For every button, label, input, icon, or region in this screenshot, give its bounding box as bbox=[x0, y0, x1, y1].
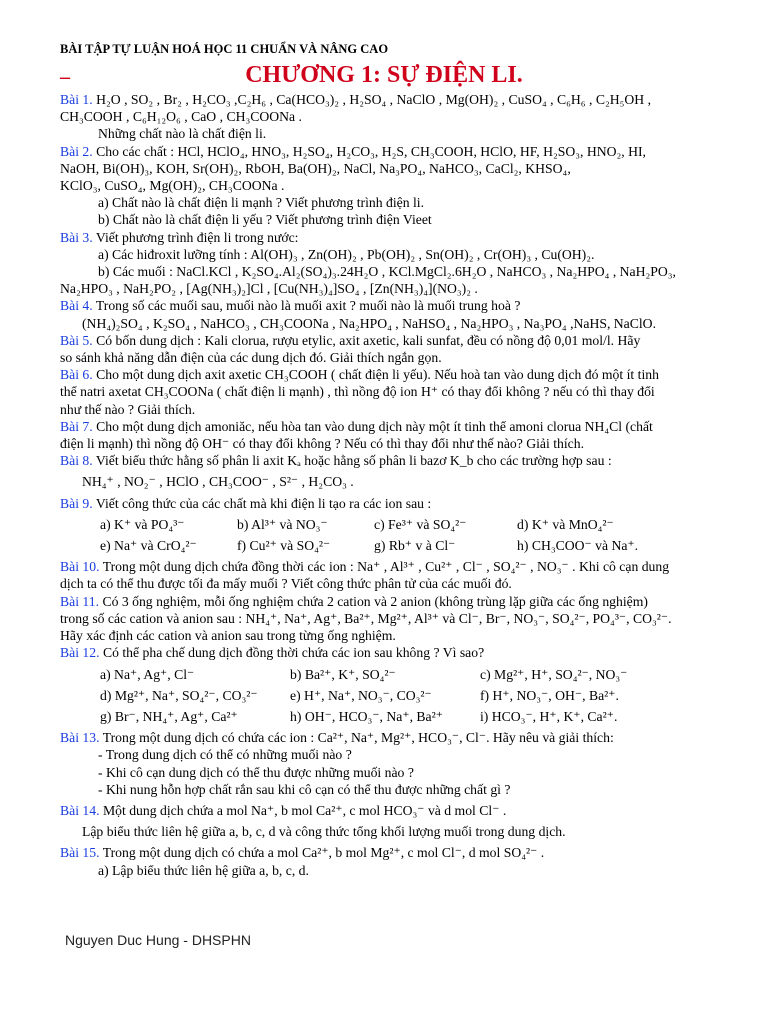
exercise-label: Bài 13. bbox=[60, 730, 100, 746]
exercise-14: Bài 14. Một dung dịch chứa a mol Na⁺, b mol Ca²⁺, c mol HCO₃⁻ và d mol Cl⁻ . bbox=[60, 802, 507, 818]
exercise-label: Bài 5. bbox=[60, 332, 93, 348]
option: b) Al³⁺ và NO₃⁻ bbox=[237, 516, 328, 532]
exercise-8: Bài 8. Viết biểu thức hằng số phân li axit Kₐ hoặc hằng số phân li bazơ K_b cho các trường hợp sau : bbox=[60, 453, 612, 469]
exercise-1: Bài 1. H₂O , SO₂ , Br₂ , H₂CO₃ ,C₂H₆ , Ca(HCO₃)₂ , H₂SO₄ , NaClO , Mg(OH)₂ , CuSO₄ , C₆H₆ , C₂H₅OH , bbox=[60, 92, 652, 107]
option: d) Mg²⁺, Na⁺, SO₄²⁻, CO₃²⁻ bbox=[100, 687, 258, 703]
header-dash: – bbox=[60, 66, 70, 88]
option: d) K⁺ và MnO₄²⁻ bbox=[517, 516, 614, 532]
chapter-title: CHƯƠNG 1: SỰ ĐIỆN LI. bbox=[245, 62, 523, 88]
option: a) Na⁺, Ag⁺, Cl⁻ bbox=[100, 666, 195, 682]
exercise-5: Bài 5. Có bốn dung dịch : Kali clorua, rượu etylic, axit axetic, kali sunfat, đều có nồng độ 0,01 mol/l. Hãy bbox=[60, 332, 641, 348]
option: b) Ba²⁺, K⁺, SO₄²⁻ bbox=[290, 666, 396, 682]
option: e) H⁺, Na⁺, NO₃⁻, CO₃²⁻ bbox=[290, 687, 432, 703]
exercise-13: Bài 13. Trong một dung dịch có chứa các ion : Ca²⁺, Na⁺, Mg²⁺, HCO₃⁻, Cl⁻. Hãy nêu và giải thích: bbox=[60, 730, 614, 746]
exercise-label: Bài 11. bbox=[60, 593, 100, 609]
exercise-6: Bài 6. Cho một dung dịch axit axetic CH₃COOH ( chất điện li yếu). Nếu hoà tan vào dung dịch đó một ít tinh bbox=[60, 367, 659, 383]
exercise-3: Bài 3. Viết phương trình điện li trong nước: bbox=[60, 229, 299, 245]
exercise-label: Bài 12. bbox=[60, 645, 100, 661]
exercise-label: Bài 6. bbox=[60, 367, 93, 383]
option: g) Br⁻, NH₄⁺, Ag⁺, Ca²⁺ bbox=[100, 708, 238, 724]
option: a) K⁺ và PO₄³⁻ bbox=[100, 516, 185, 532]
exercise-12-options bbox=[60, 687, 715, 704]
exercise-label: Bài 8. bbox=[60, 453, 93, 469]
exercise-label: Bài 7. bbox=[60, 418, 93, 434]
exercise-15: Bài 15. Trong một dung dịch có chứa a mol Ca²⁺, b mol Mg²⁺, c mol Cl⁻, d mol SO₄²⁻ . bbox=[60, 845, 545, 861]
exercise-11: Bài 11. Có 3 ống nghiệm, mỗi ống nghiệm chứa 2 cation và 2 anion (không trùng lặp giữa các ống nghiệm) bbox=[60, 593, 648, 609]
exercise-label: Bài 4. bbox=[60, 298, 93, 314]
exercise-12: Bài 12. Có thể pha chế dung dịch đồng thời chứa các ion sau không ? Vì sao? bbox=[60, 645, 485, 661]
exercise-2: Bài 2. Cho các chất : HCl, HClO₄, HNO₃, H₂SO₄, H₂CO₃, H₂S, CH₃COOH, HClO, HF, H₂SO₃, HNO₂, HI, bbox=[60, 143, 646, 159]
exercise-9: Bài 9. Viết công thức của các chất mà khi điện li tạo ra các ion sau : bbox=[60, 495, 432, 511]
exercise-list: Bài 1. H₂O , SO₂ , Br₂ , H₂CO₃ ,C₂H₆ , Ca(HCO₃)₂ , H₂SO₄ , NaClO , Mg(OH)₂ , CuSO₄ , C₆H₆ , C₂H₅OH , CH₃COOH , C₆H₁₂O₆ , CaO , CH₃COONa . Những chất nào là chất điện li. Bài 2. Cho các chất : HCl, HClO₄, HNO₃, H₂SO₄, H₂CO₃, H₂S, CH₃COOH, HClO, HF, H₂SO₃, HNO₂, HI, NaOH, Bi(OH)₃, KOH, Sr(OH)₂, RbOH, Ba(OH)₂, NaCl, Na₃PO₄, NaHCO₃, CaCl₂, KHSO₄, KClO₃, CuSO₄, Mg(OH)₂, CH₃COONa . a) Chất nào là chất điện li mạnh ? Viết phương trình điện li. b) Chất nào là chất điện li yếu ? Viết phương trình điện Vieet Bài 3. Viết phương trình điện li trong nước: a) Các hiđroxit lưỡng tính : Al(OH)₃ , Zn(OH)₂ , Pb(OH)₂ , Sn(OH)₂ , Cr(OH)₃ , Cu(OH)₂. b) Các muối : NaCl.KCl , K₂SO₄.Al₂(SO₄)₃.24H₂O , KCl.MgCl₂.6H₂O , NaHCO₃ , Na₂HPO₄ , NaH₂PO₃, Na₂HPO₃ , NaH₂PO₂ , [Ag(NH₃)₂]Cl , [Cu(NH₃)₄]SO₄ , [Zn(NH₃)₄](NO₃)₂ . Bài 4. Trong số các muối sau, muối nào là muối axit ? muối nào là muối trung hoà ? (NH₄)₂SO₄ , K₂SO₄ , NaHCO₃ , CH₃COONa , Na₂HPO₄ , NaHSO₄ , Na₂HPO₃ , Na₃PO₄ ,NaHS, NaClO. Bài 5. Có bốn dung dịch : Kali clorua, rượu etylic, axit axetic, kali sunfat, đều có nồng độ 0,01 mol/l. Hãy so sánh khả năng dẫn điện của các dung dịch đó. Giải thích ngắn gọn. Bài 6. Cho một dung dịch axit axetic CH₃COOH ( chất điện li yếu). Nếu hoà tan vào dung dịch đó một ít tinh thể natri axetat CH₃COONa ( chất điện li mạnh) , thì nồng độ ion H⁺ có thay đổi không ? nếu có thì thay đổi như thế nào ? Giải thích. Bài 7. Cho một dung dịch amoniăc, nếu hòa tan vào dung dịch này một ít tinh thể amoni clorua NH₄Cl (chất điện li mạnh) thì nồng độ OH⁻ có thay đổi không ? Nếu có thì thay đổi như thế nào? Giải thích. Bài 8. Viết biểu thức hằng số phân li axit Kₐ hoặc hằng số phân li bazơ K_b cho các trường hợp sau : NH₄⁺ , NO₂⁻ , HClO , CH₃COO⁻ , S²⁻ , H₂CO₃ . Bài 9. Viết công thức của các chất mà khi điện li tạo ra các ion sau : a) K⁺ và PO₄³⁻ b) Al³⁺ và NO₃⁻ c) Fe³⁺ và SO₄²⁻ d) K⁺ và MnO₄²⁻ e) Na⁺ và CrO₄²⁻ f) Cu²⁺ và SO₄²⁻ g) Rb⁺ v à Cl⁻ h) CH₃COO⁻ và Na⁺. Bài 10. Trong một dung dịch chứa đồng thời các ion : Na⁺ , Al³⁺ , Cu²⁺ , Cl⁻ , SO₄²⁻ , NO₃⁻ . Khi cô cạn dung dịch ta có thể thu được tối đa mấy muối ? Viết công thức phân tử của các muối đó. Bài 11. Có 3 ống nghiệm, mỗi ống nghiệm chứa 2 cation và 2 anion (không trùng lặp giữa các ống nghiệm) trong số các cation và anion sau : NH₄⁺, Na⁺, Ag⁺, Ba²⁺, Mg²⁺, Al³⁺ và Cl⁻, Br⁻, NO₃⁻, SO₄²⁻, PO₄³⁻, CO₃²⁻. Hãy xác định các cation và anion sau trong từng ống nghiệm. Bài 12. Có thể pha chế dung dịch đồng thời chứa các ion sau không ? Vì sao? a) Na⁺, Ag⁺, Cl⁻ b) Ba²⁺, K⁺, SO₄²⁻ c) Mg²⁺, H⁺, SO₄²⁻, NO₃⁻ d) Mg²⁺, Na⁺, SO₄²⁻, CO₃²⁻ e) H⁺, Na⁺, NO₃⁻, CO₃²⁻ f) H⁺, NO₃⁻, OH⁻, Ba²⁺. g) Br⁻, NH₄⁺, Ag⁺, Ca²⁺ h) OH⁻, HCO₃⁻, Na⁺, Ba²⁺ i) HCO₃⁻, H⁺, K⁺, Ca²⁺. Bài 13. Trong một dung dịch có chứa các ion : Ca²⁺, Na⁺, Mg²⁺, HCO₃⁻, Cl⁻. Hãy nêu và giải thích: - Trong dung dịch có thể có những muối nào ? - Khi cô cạn dung dịch có thể thu được những muối nào ? - Khi nung hỗn hợp chất rắn sau khi cô cạn có thể thu được những chất gì ? Bài 14. Một dung dịch chứa a mol Na⁺, b mol Ca²⁺, c mol HCO₃⁻ và d mol Cl⁻ . Lập biểu thức liên hệ giữa a, b, c, d và công thức tổng khối lượng muối trong dung dịch. Bài 15. Trong một dung dịch có chứa a mol Ca²⁺, b mol Mg²⁺, c mol Cl⁻, d mol SO₄²⁻ . a) Lập biểu thức liên hệ giữa a, b, c, d. bbox=[60, 91, 715, 879]
exercise-9-options bbox=[60, 537, 715, 554]
exercise-10: Bài 10. Trong một dung dịch chứa đồng thời các ion : Na⁺ , Al³⁺ , Cu²⁺ , Cl⁻ , SO₄²⁻ , NO₃⁻ . Khi cô cạn dung bbox=[60, 559, 670, 575]
exercise-7: Bài 7. Cho một dung dịch amoniăc, nếu hòa tan vào dung dịch này một ít tinh thể amoni clorua NH₄Cl (chất bbox=[60, 418, 653, 434]
option: i) HCO₃⁻, H⁺, K⁺, Ca²⁺. bbox=[480, 708, 618, 724]
option: h) CH₃COO⁻ và Na⁺. bbox=[517, 538, 639, 554]
option: e) Na⁺ và CrO₄²⁻ bbox=[100, 538, 197, 554]
exercise-12-options bbox=[60, 666, 715, 683]
exercise-12-options bbox=[60, 708, 715, 725]
option: f) Cu²⁺ và SO₄²⁻ bbox=[237, 538, 331, 554]
document-header: BÀI TẬP TỰ LUẬN HOÁ HỌC 11 CHUẨN VÀ NÂNG CAO bbox=[60, 42, 389, 56]
exercise-label: Bài 14. bbox=[60, 802, 100, 818]
option: g) Rb⁺ v à Cl⁻ bbox=[374, 538, 456, 554]
exercise-label: Bài 9. bbox=[60, 495, 93, 511]
exercise-label: Bài 10. bbox=[60, 559, 100, 575]
exercise-label: Bài 15. bbox=[60, 845, 100, 861]
option: h) OH⁻, HCO₃⁻, Na⁺, Ba²⁺ bbox=[290, 708, 443, 724]
exercise-label: Bài 3. bbox=[60, 229, 93, 245]
exercise-4: Bài 4. Trong số các muối sau, muối nào là muối axit ? muối nào là muối trung hoà ? bbox=[60, 298, 521, 314]
exercise-9-options bbox=[60, 516, 715, 533]
option: f) H⁺, NO₃⁻, OH⁻, Ba²⁺. bbox=[480, 687, 619, 703]
exercise-label: Bài 1. bbox=[60, 92, 93, 107]
option: c) Fe³⁺ và SO₄²⁻ bbox=[374, 516, 467, 532]
option: c) Mg²⁺, H⁺, SO₄²⁻, NO₃⁻ bbox=[480, 666, 628, 682]
exercise-label: Bài 2. bbox=[60, 143, 93, 159]
document-footer: Nguyen Duc Hung - DHSPHN bbox=[65, 932, 251, 948]
